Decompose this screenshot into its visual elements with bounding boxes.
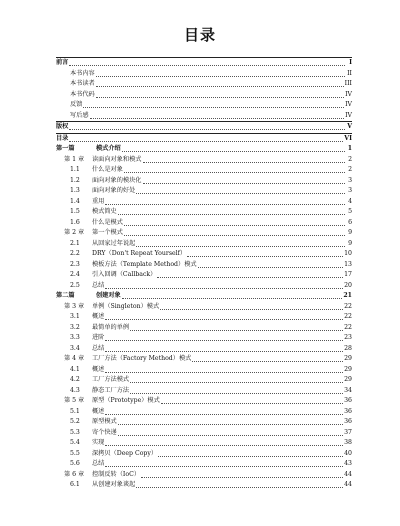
toc-entry[interactable] xyxy=(56,176,352,187)
toc-entry[interactable] xyxy=(56,79,352,90)
toc-entry-page: 37 xyxy=(344,428,352,436)
toc-entry-label: 本书读者 xyxy=(70,80,95,87)
toc-entry[interactable] xyxy=(56,218,352,229)
toc-entry-label: 静态工厂方法 xyxy=(92,386,130,394)
toc-entry-label: 从创建对象谈起 xyxy=(92,481,136,488)
toc-entry-page: VI xyxy=(344,134,352,142)
toc-entry-page: 2 xyxy=(348,166,352,173)
dot-leader xyxy=(198,266,344,268)
toc-entry-number: 5.2 xyxy=(70,418,80,425)
toc-entry[interactable] xyxy=(56,281,352,292)
toc-entry-page: 34 xyxy=(344,386,352,394)
toc-entry[interactable] xyxy=(56,428,352,439)
toc-entry-number: 1.4 xyxy=(70,197,80,205)
toc-entry[interactable] xyxy=(56,312,352,323)
toc-entry-number: 2.5 xyxy=(70,281,80,289)
toc-entry-page: 29 xyxy=(344,355,352,362)
toc-entry[interactable] xyxy=(56,480,352,491)
toc-entry-label: 总结 xyxy=(92,344,105,352)
dot-leader xyxy=(130,381,343,383)
toc-entry-page: 29 xyxy=(344,376,352,383)
toc-entry-number: 第 4 章 xyxy=(64,355,85,362)
toc-entry-label: 原型模式 xyxy=(92,418,117,425)
toc-entry-page: 38 xyxy=(344,439,352,446)
toc-entry-page: 22 xyxy=(344,313,352,320)
toc-entry[interactable] xyxy=(56,121,352,133)
dot-leader xyxy=(90,117,345,119)
toc-entry-label: 写后感 xyxy=(70,111,89,119)
toc-entry-page: III xyxy=(344,80,352,87)
toc-entry-label: 版权 xyxy=(56,123,69,130)
dot-leader xyxy=(141,476,343,478)
toc-entry-number: 4.1 xyxy=(70,365,80,373)
dot-leader xyxy=(136,245,345,247)
toc-entry[interactable] xyxy=(56,375,352,386)
toc-entry-label: DRY（Don't Repeat Yourself） xyxy=(92,250,187,257)
toc-entry[interactable] xyxy=(56,270,352,281)
toc-entry[interactable] xyxy=(56,69,352,80)
toc-entry-number: 6.1 xyxy=(70,481,80,488)
toc-entry[interactable] xyxy=(56,323,352,334)
dot-leader xyxy=(96,75,345,77)
toc-entry-page: 36 xyxy=(344,418,352,425)
toc-entry-label: 什么是对象 xyxy=(92,166,123,173)
dot-leader xyxy=(157,276,343,278)
dot-leader xyxy=(69,128,345,130)
toc-entry-label: 进阶 xyxy=(92,334,105,341)
toc-entry[interactable] xyxy=(56,365,352,376)
toc-entry[interactable] xyxy=(56,57,352,69)
toc-entry-page: 6 xyxy=(348,218,352,226)
toc-entry-label: 本书代码 xyxy=(70,90,95,98)
toc-entry-number: 第 5 章 xyxy=(64,397,85,404)
toc-entry[interactable] xyxy=(56,144,352,155)
dot-leader xyxy=(124,234,345,236)
toc-entry-number: 5.6 xyxy=(70,460,80,467)
toc-entry[interactable] xyxy=(56,228,352,239)
dot-leader xyxy=(122,297,343,299)
dot-leader xyxy=(187,255,343,257)
toc-entry-number: 3.4 xyxy=(70,344,80,352)
toc-entry-label: 什么是模式 xyxy=(92,218,123,226)
toc-entry[interactable] xyxy=(56,239,352,250)
toc-entry-page: 29 xyxy=(344,365,352,373)
toc-entry-label: 模板方法（Template Method）模式 xyxy=(92,260,197,268)
toc-entry[interactable] xyxy=(56,133,352,145)
toc-entry-number: 1.1 xyxy=(70,166,80,173)
toc-entry-number: 1.2 xyxy=(70,176,80,184)
toc-entry-number: 3.2 xyxy=(70,323,80,331)
toc-entry-label: 实现 xyxy=(92,439,105,446)
dot-leader xyxy=(143,182,346,184)
dot-leader xyxy=(118,213,345,215)
toc-entry-page: I xyxy=(349,59,352,66)
toc-entry-label: 模式简史 xyxy=(92,208,117,215)
page-title: 目录 xyxy=(183,26,216,44)
dot-leader xyxy=(136,192,345,194)
toc-entry-page: IV xyxy=(345,101,352,108)
toc-entry-label: 原型（Prototype）模式 xyxy=(92,397,160,404)
dot-leader xyxy=(83,106,344,108)
dot-leader xyxy=(96,96,344,98)
toc-entry-number: 5.5 xyxy=(70,449,80,457)
toc-entry-page: 23 xyxy=(344,334,352,341)
toc-entry-label: 从回家过年说起 xyxy=(92,239,136,247)
toc-entry-number: 第一篇 xyxy=(56,145,75,152)
toc-entry[interactable] xyxy=(56,186,352,197)
toc-entry[interactable] xyxy=(56,100,352,111)
toc-entry-label: 总结 xyxy=(92,281,105,289)
dot-leader xyxy=(105,287,343,289)
toc-entry[interactable] xyxy=(56,111,352,122)
toc-entry-number: 2.2 xyxy=(70,250,80,257)
toc-entry-page: 44 xyxy=(344,481,352,488)
toc-entry-page: 2 xyxy=(348,155,352,163)
toc-entry-label: 深拷贝（Deep Copy） xyxy=(92,449,158,457)
toc-entry-label: 概述 xyxy=(92,365,105,373)
toc-entry-label: 面向对象的好处 xyxy=(92,187,136,194)
toc-entry-page: 9 xyxy=(348,229,352,236)
toc-entry[interactable] xyxy=(56,207,352,218)
toc-entry[interactable] xyxy=(56,155,352,166)
toc-entry-label: 单例（Singleton）模式 xyxy=(92,302,160,310)
toc-entry-number: 第 6 章 xyxy=(64,470,85,478)
toc-entry-label: 概述 xyxy=(92,313,105,320)
toc-entry-page: 21 xyxy=(343,292,352,299)
toc-entry[interactable] xyxy=(56,459,352,470)
toc-entry-page: 10 xyxy=(344,250,352,257)
toc-entry-page: 3 xyxy=(348,176,352,184)
toc-entry-number: 3.1 xyxy=(70,313,80,320)
dot-leader xyxy=(105,371,343,373)
toc-entry-page: 36 xyxy=(344,407,352,415)
toc-entry-label: 重用 xyxy=(92,197,105,205)
toc-entry[interactable] xyxy=(56,470,352,481)
toc-entry-label: 前言 xyxy=(56,59,69,66)
dot-leader xyxy=(118,434,343,436)
toc-entry-label: 工厂方法模式 xyxy=(92,376,130,383)
toc-entry-number: 4.2 xyxy=(70,376,80,383)
toc-entry-number: 1.3 xyxy=(70,187,80,194)
toc-entry-number: 1.5 xyxy=(70,208,80,215)
toc-entry-number: 2.4 xyxy=(70,271,80,278)
dot-leader xyxy=(160,308,343,310)
toc-entry-label: 模式介绍 xyxy=(96,145,121,152)
toc-entry-page: 1 xyxy=(347,145,352,152)
toc-entry-label: 最简单的单例 xyxy=(92,323,130,331)
toc-entry-label: 引入回调（Callback） xyxy=(92,271,157,278)
dot-leader xyxy=(105,339,343,341)
toc-entry-page: 4 xyxy=(348,197,352,205)
dot-leader xyxy=(118,423,343,425)
dot-leader xyxy=(130,329,343,331)
toc-entry-label: 读面向对象和模式 xyxy=(92,155,142,163)
toc-entry[interactable] xyxy=(56,354,352,365)
toc-entry-page: V xyxy=(347,123,352,130)
toc-entry-number: 5.3 xyxy=(70,428,80,436)
toc-entry-page: IV xyxy=(345,111,352,119)
dot-leader xyxy=(130,392,343,394)
toc-entry-label: 概述 xyxy=(92,407,105,415)
toc-entry-number: 5.4 xyxy=(70,439,80,446)
dot-leader xyxy=(143,161,346,163)
toc-entry-label: 面向对象的模块化 xyxy=(92,176,142,184)
toc-entry-page: 13 xyxy=(344,260,352,268)
toc-entry-label: 本书内容 xyxy=(70,69,95,77)
toc-entry[interactable] xyxy=(56,386,352,397)
toc-entry-number: 5.1 xyxy=(70,407,80,415)
toc-entry-page: 5 xyxy=(348,208,352,215)
dot-leader xyxy=(105,203,345,205)
toc-entry-page: II xyxy=(347,69,352,77)
dot-leader xyxy=(105,350,343,352)
dot-leader xyxy=(105,413,343,415)
dot-leader xyxy=(105,318,343,320)
toc-entry-label: 反馈 xyxy=(70,101,83,108)
dot-leader xyxy=(105,465,343,467)
toc-entry-number: 3.3 xyxy=(70,334,80,341)
toc-entry-page: 22 xyxy=(344,323,352,331)
toc-entry-page: 36 xyxy=(344,397,352,404)
dot-leader xyxy=(69,64,345,66)
dot-leader xyxy=(122,150,345,152)
toc-entry-label: 工厂方法（Factory Method）模式 xyxy=(92,355,192,362)
table-of-contents xyxy=(56,57,352,491)
dot-leader xyxy=(192,360,343,362)
toc-entry-page: IV xyxy=(345,90,352,98)
toc-entry-page: 28 xyxy=(344,344,352,352)
toc-entry[interactable] xyxy=(56,260,352,271)
toc-entry[interactable] xyxy=(56,344,352,355)
toc-entry[interactable] xyxy=(56,407,352,418)
toc-entry-page: 40 xyxy=(344,449,352,457)
toc-entry-page: 17 xyxy=(344,271,352,278)
toc-entry-label: 创建对象 xyxy=(96,292,121,299)
toc-entry-number: 1.6 xyxy=(70,218,80,226)
dot-leader xyxy=(69,140,343,142)
toc-entry-number: 第 3 章 xyxy=(64,302,85,310)
dot-leader xyxy=(105,444,343,446)
dot-leader xyxy=(158,455,343,457)
toc-entry[interactable] xyxy=(56,90,352,101)
toc-entry-label: 控制反转（IoC） xyxy=(92,470,141,478)
toc-entry[interactable] xyxy=(56,249,352,260)
toc-entry-label: 第一个模式 xyxy=(92,229,123,236)
toc-entry-page: 22 xyxy=(344,302,352,310)
toc-entry-page: 3 xyxy=(348,187,352,194)
toc-entry[interactable] xyxy=(56,302,352,313)
toc-entry-page: 20 xyxy=(344,281,352,289)
toc-entry-page: 44 xyxy=(344,470,352,478)
toc-entry[interactable] xyxy=(56,333,352,344)
toc-entry-label: 总结 xyxy=(92,460,105,467)
toc-entry[interactable] xyxy=(56,197,352,208)
toc-entry-number: 2.3 xyxy=(70,260,80,268)
dot-leader xyxy=(124,224,345,226)
toc-entry-page: 43 xyxy=(344,460,352,467)
toc-entry[interactable] xyxy=(56,438,352,449)
toc-entry-label: 目录 xyxy=(56,134,69,142)
toc-entry[interactable] xyxy=(56,417,352,428)
toc-entry-number: 第二篇 xyxy=(56,292,75,299)
dot-leader xyxy=(161,402,343,404)
toc-entry-label: 寄个快递 xyxy=(92,428,117,436)
toc-entry-number: 第 1 章 xyxy=(64,155,85,163)
dot-leader xyxy=(96,85,344,87)
toc-entry[interactable] xyxy=(56,291,352,302)
dot-leader xyxy=(124,171,345,173)
toc-entry[interactable] xyxy=(56,396,352,407)
toc-entry-number: 2.1 xyxy=(70,239,80,247)
toc-entry-number: 4.3 xyxy=(70,386,80,394)
toc-entry[interactable] xyxy=(56,165,352,176)
toc-entry-number: 第 2 章 xyxy=(64,229,85,236)
toc-entry[interactable] xyxy=(56,449,352,460)
dot-leader xyxy=(136,486,343,488)
toc-entry-page: 9 xyxy=(348,239,352,247)
